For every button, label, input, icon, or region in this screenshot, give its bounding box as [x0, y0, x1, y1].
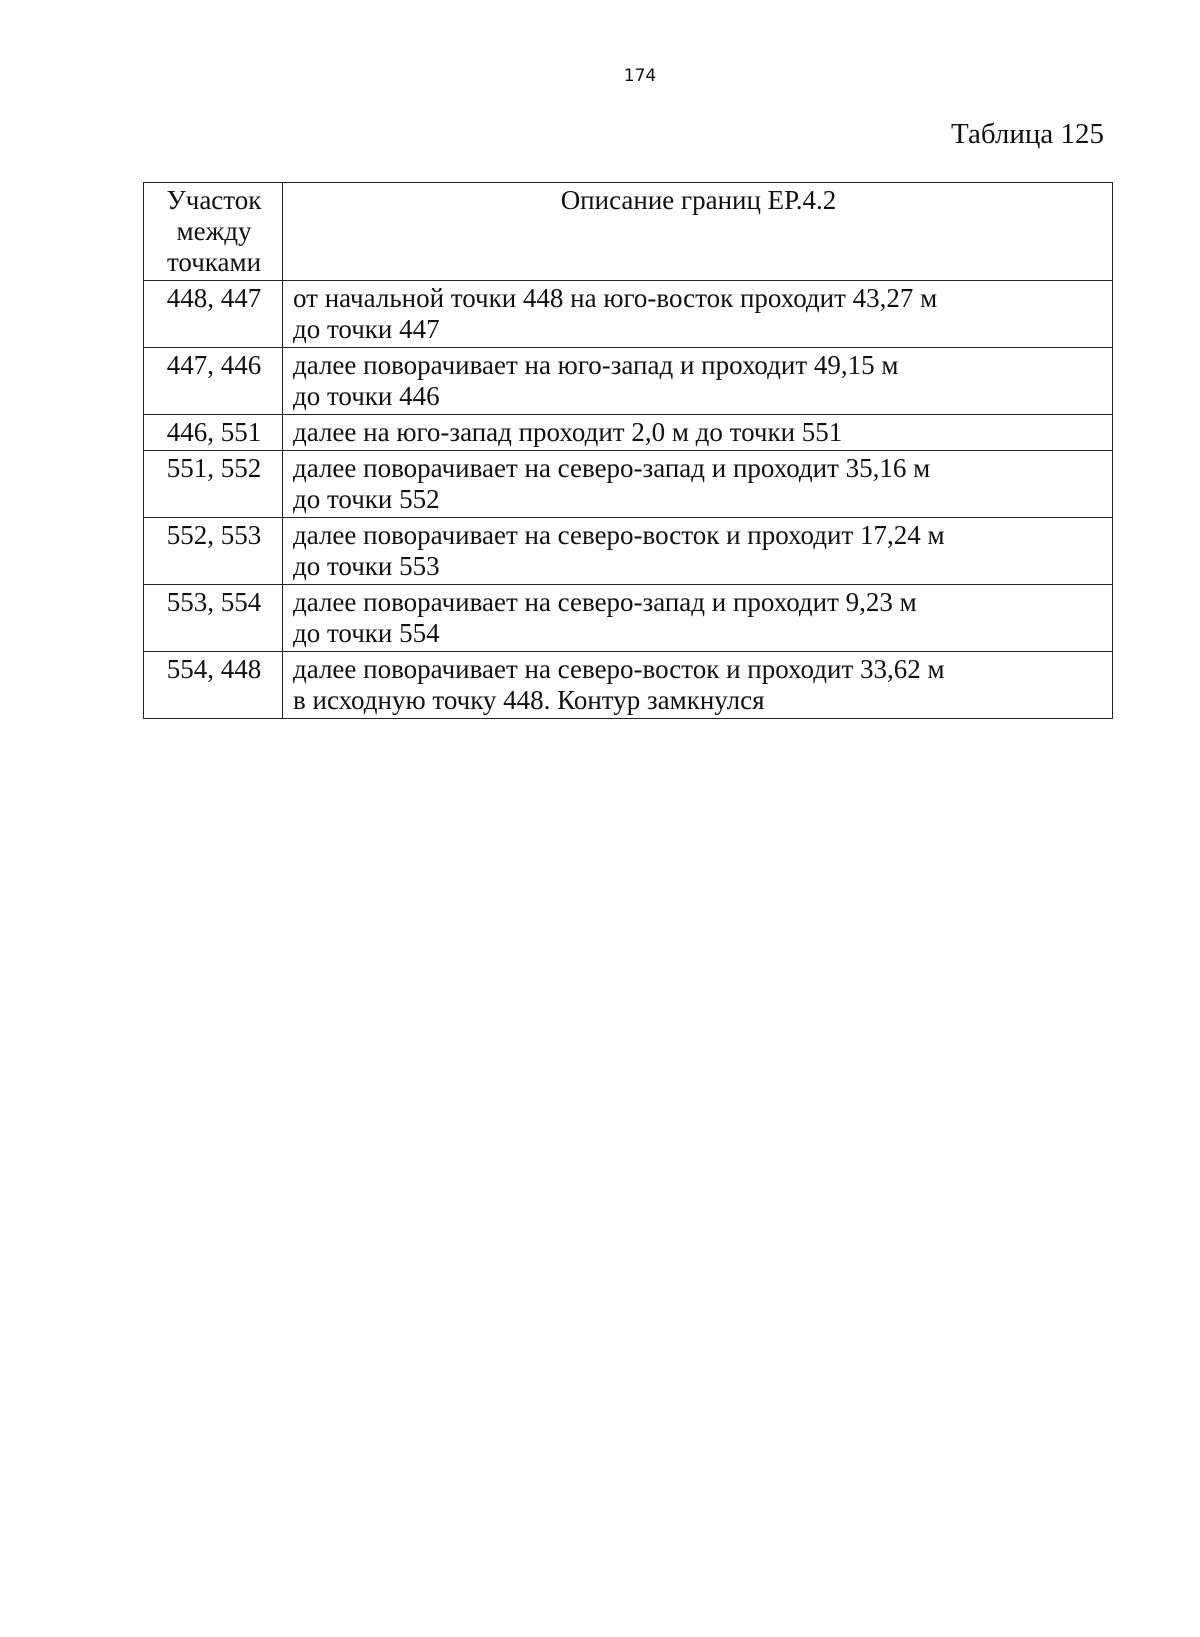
table-row	[144, 518, 1113, 585]
row-description	[283, 348, 1113, 415]
table-row	[144, 415, 1113, 451]
header-segment-line: Участок	[166, 185, 262, 215]
row-description	[283, 652, 1113, 719]
description-line: далее поворачивает на северо-запад и проходит 35,16 м	[293, 453, 931, 483]
description-line: далее поворачивает на юго-запад и проходит 49,15 м	[293, 350, 899, 380]
description-line: до точки 447	[293, 314, 440, 344]
table-row	[144, 281, 1113, 348]
description-line: до точки 552	[293, 484, 440, 514]
row-description	[283, 451, 1113, 518]
table-row	[144, 585, 1113, 652]
description-line: до точки 554	[293, 618, 440, 648]
row-segment: 554, 448	[144, 652, 283, 719]
description-line: до точки 446	[293, 381, 440, 411]
header-segment	[144, 183, 283, 281]
page-number: 174	[623, 66, 657, 86]
header-description: Описание границ ЕР.4.2	[283, 183, 1113, 281]
table-row	[144, 451, 1113, 518]
description-line: далее поворачивает на северо-восток и проходит 17,24 м	[293, 520, 945, 550]
description-line: до точки 553	[293, 551, 440, 581]
row-segment: 447, 446	[144, 348, 283, 415]
row-description	[283, 415, 1113, 451]
description-line: в исходную точку 448. Контур замкнулся	[293, 685, 765, 715]
header-segment-line: точками	[166, 247, 262, 277]
row-segment: 446, 551	[144, 415, 283, 451]
row-description	[283, 518, 1113, 585]
row-segment: 552, 553	[144, 518, 283, 585]
row-description	[283, 281, 1113, 348]
boundary-description-table	[143, 182, 1113, 719]
row-segment: 551, 552	[144, 451, 283, 518]
table-caption: Таблица 125	[950, 118, 1104, 150]
row-description	[283, 585, 1113, 652]
description-line: от начальной точки 448 на юго-восток проходит 43,27 м	[293, 283, 938, 313]
table-header-row	[144, 183, 1113, 281]
row-segment: 448, 447	[144, 281, 283, 348]
row-segment: 553, 554	[144, 585, 283, 652]
description-line: далее поворачивает на северо-восток и проходит 33,62 м	[293, 654, 945, 684]
table-row	[144, 348, 1113, 415]
description-line: далее на юго-запад проходит 2,0 м до точки 551	[293, 417, 843, 447]
header-segment-line: между	[176, 216, 252, 246]
table-row	[144, 652, 1113, 719]
description-line: далее поворачивает на северо-запад и проходит 9,23 м	[293, 587, 917, 617]
